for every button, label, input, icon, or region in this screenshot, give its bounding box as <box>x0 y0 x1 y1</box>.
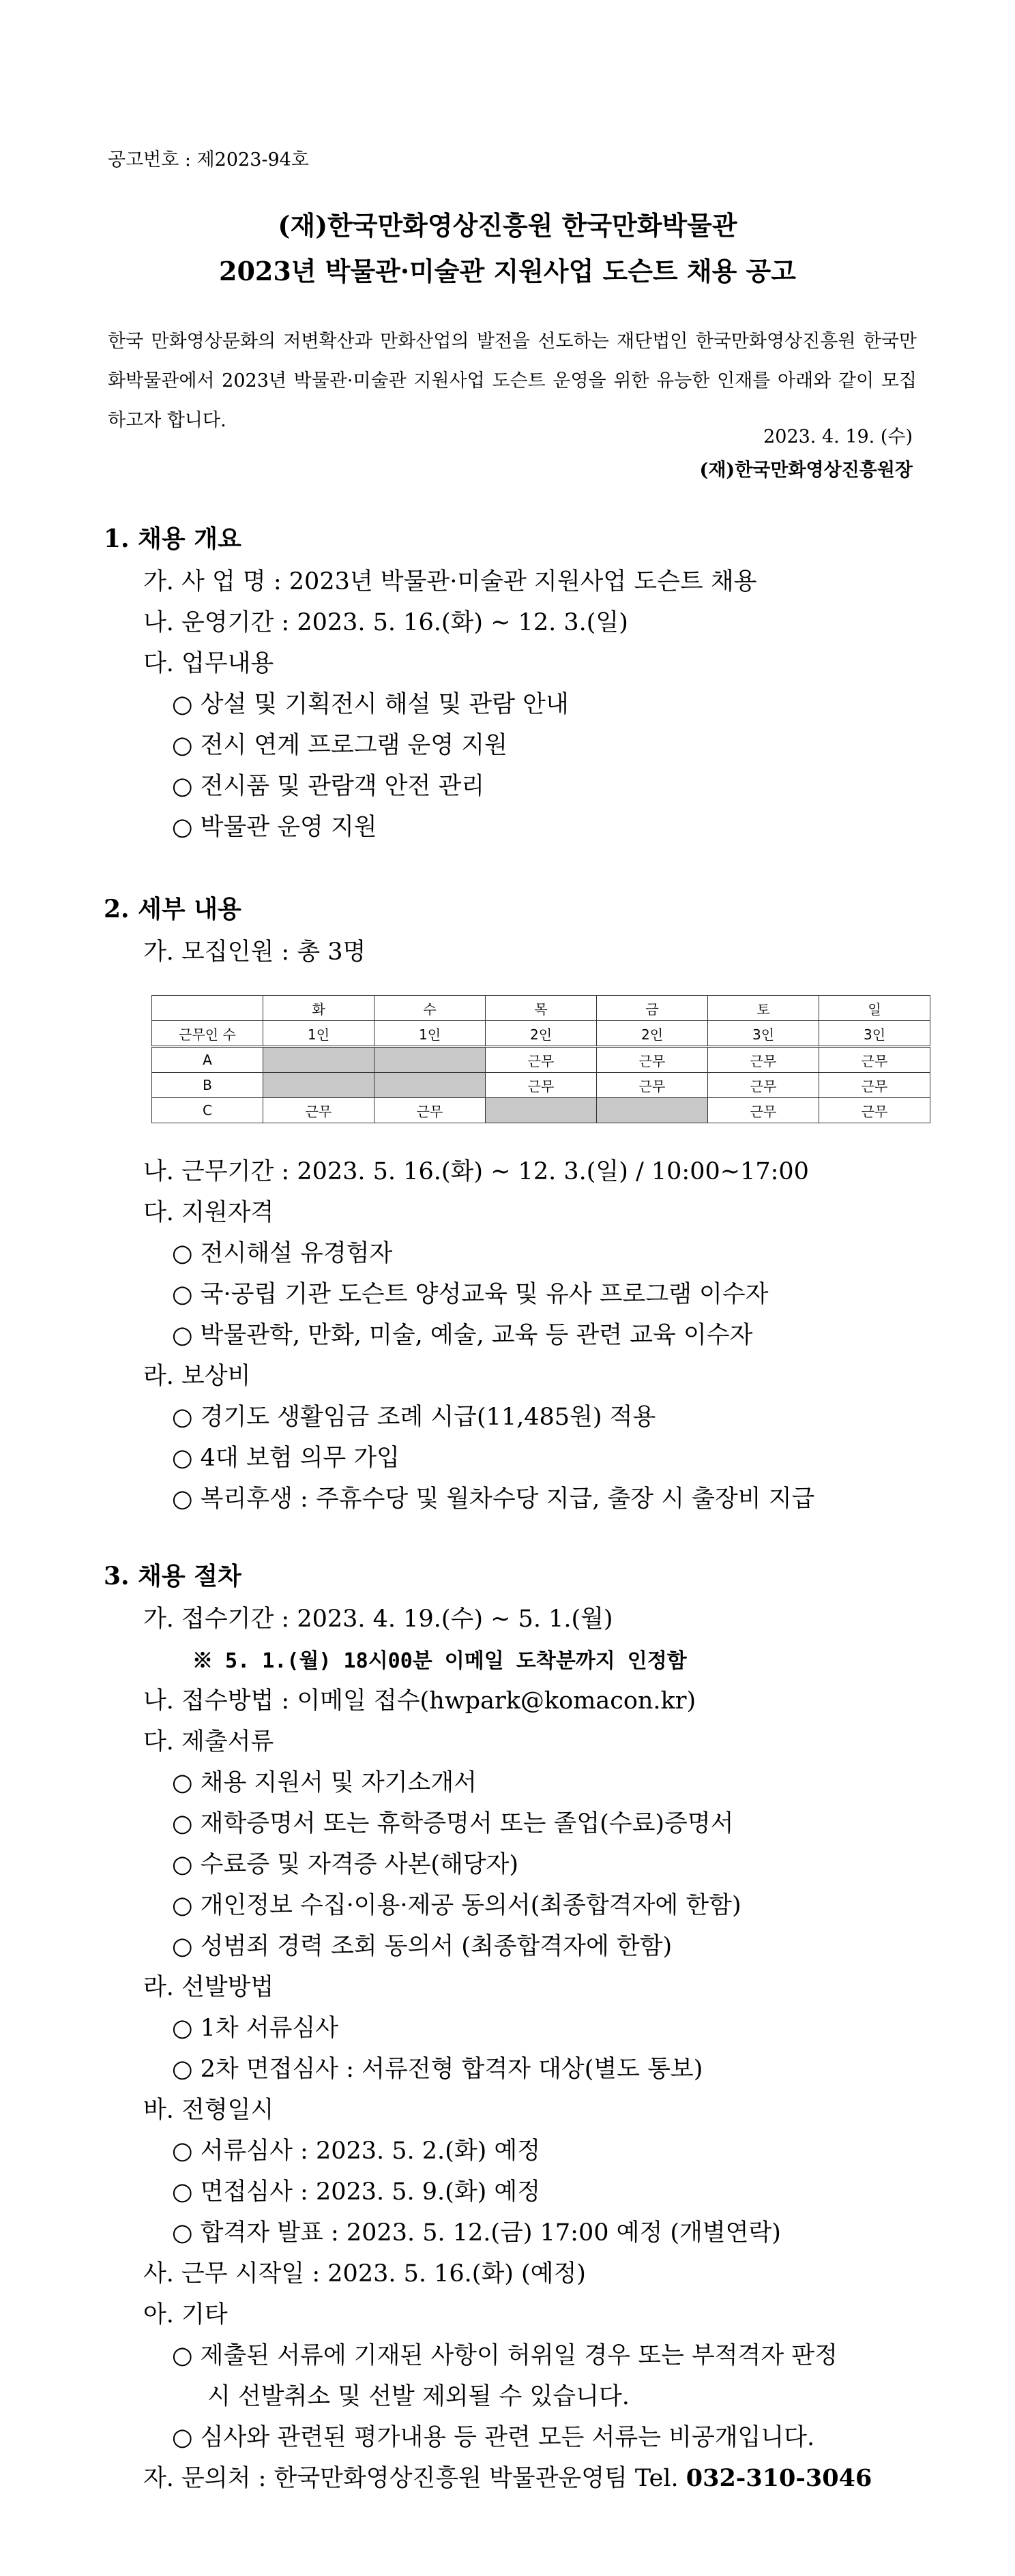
operation-period: 나. 운영기간 : 2023. 5. 16.(화) ~ 12. 3.(일) <box>143 609 628 636</box>
table-cell-off <box>374 1073 486 1098</box>
document-item: ○ 채용 지원서 및 자기소개서 <box>172 1769 477 1796</box>
qualification-label: 다. 지원자격 <box>143 1199 274 1226</box>
table-cell: 근무 <box>486 1073 597 1098</box>
document-item: ○ 재학증명서 또는 휴학증명서 또는 졸업(수료)증명서 <box>172 1810 734 1837</box>
recruit-count: 가. 모집인원 : 총 3명 <box>143 938 366 966</box>
etc-item: ○ 제출된 서류에 기재된 사항이 허위일 경우 또는 부적격자 판정 <box>172 2342 838 2369</box>
section-3-heading: 3. 채용 절차 <box>104 1562 241 1590</box>
table-cell: 근무 <box>708 1098 819 1123</box>
table-cell: 근무 <box>819 1047 930 1073</box>
table-cell: 근무 <box>263 1098 374 1123</box>
etc-item-continued: 시 선발취소 및 선발 제외될 수 있습니다. <box>207 2383 630 2410</box>
table-cell: 수 <box>374 996 486 1021</box>
section-2-heading: 2. 세부 내용 <box>104 895 241 923</box>
table-cell: 근무 <box>374 1098 486 1123</box>
table-cell: 1인 <box>263 1021 374 1047</box>
table-cell-off <box>374 1047 486 1073</box>
table-cell: 2인 <box>597 1021 708 1047</box>
pay-item: ○ 4대 보험 의무 가입 <box>172 1445 400 1472</box>
table-count-row <box>152 1021 930 1047</box>
table-row <box>152 1098 930 1123</box>
contact-label: 자. 문의처 : 한국만화영상진흥원 박물관운영팀 Tel. <box>143 2465 686 2492</box>
title-line-1: (재)한국만화영상진흥원 한국만화박물관 <box>278 210 737 241</box>
receipt-method: 나. 접수방법 : 이메일 접수(hwpark@komacon.kr) <box>143 1687 696 1715</box>
contact-line <box>143 2459 872 2493</box>
work-schedule-table <box>151 995 930 1123</box>
selection-item: ○ 1차 서류심사 <box>172 2015 339 2042</box>
selection-item: ○ 2차 면접심사 : 서류전형 합격자 대상(별도 통보) <box>172 2056 703 2083</box>
pay-item: ○ 복리후생 : 주휴수당 및 월차수당 지급, 출장 시 출장비 지급 <box>172 1485 815 1513</box>
table-cell: 2인 <box>486 1021 597 1047</box>
table-cell: 근무인 수 <box>152 1021 263 1047</box>
table-cell-off <box>263 1047 374 1073</box>
etc-item: ○ 심사와 관련된 평가내용 등 관련 모든 서류는 비공개입니다. <box>172 2424 815 2451</box>
table-cell: 토 <box>708 996 819 1021</box>
section-1-heading: 1. 채용 개요 <box>104 524 241 553</box>
table-cell-off <box>597 1098 708 1123</box>
schedule-item: ○ 서류심사 : 2023. 5. 2.(화) 예정 <box>172 2137 541 2165</box>
document-item: ○ 수료증 및 자격증 사본(해당자) <box>172 1851 519 1878</box>
notice-number: 공고번호 : 제2023-94호 <box>108 149 309 171</box>
duty-item: ○ 상설 및 기획전시 해설 및 관람 안내 <box>172 691 569 718</box>
document-item: ○ 개인정보 수집·이용·제공 동의서(최종합격자에 한함) <box>172 1892 741 1919</box>
contact-phone: 032-310-3046 <box>686 2464 872 2492</box>
table-header-row <box>152 996 930 1021</box>
table-cell: 목 <box>486 996 597 1021</box>
receipt-note: ※ 5. 1.(월) 18시00분 이메일 도착분까지 인정함 <box>192 1649 687 1673</box>
table-cell: A <box>152 1047 263 1073</box>
selection-label: 라. 선발방법 <box>143 1974 274 2001</box>
schedule-label: 바. 전형일시 <box>143 2097 274 2124</box>
table-cell: 금 <box>597 996 708 1021</box>
table-cell: B <box>152 1073 263 1098</box>
table-cell: 근무 <box>708 1073 819 1098</box>
table-cell: 3인 <box>708 1021 819 1047</box>
duty-item: ○ 박물관 운영 지원 <box>172 814 377 841</box>
table-cell: 일 <box>819 996 930 1021</box>
table-row <box>152 1073 930 1098</box>
documents-label: 다. 제출서류 <box>143 1728 274 1756</box>
pay-item: ○ 경기도 생활임금 조례 시급(11,485원) 적용 <box>172 1404 656 1431</box>
qualification-item: ○ 전시해설 유경험자 <box>172 1240 393 1267</box>
table-cell <box>152 996 263 1021</box>
table-row <box>152 1047 930 1073</box>
etc-label: 아. 기타 <box>143 2301 228 2328</box>
qualification-item: ○ 국·공립 기관 도슨트 양성교육 및 유사 프로그램 이수자 <box>172 1281 769 1308</box>
schedule-item: ○ 합격자 발표 : 2023. 5. 12.(금) 17:00 예정 (개별연락) <box>172 2219 781 2247</box>
intro-paragraph: 한국 만화영상문화의 저변확산과 만화산업의 발전을 선도하는 재단법인 한국만화영상진흥원 한국만화박물관에서 2023년 박물관·미술관 지원사업 도슨트 운영을 위한 유능한 인재를 아래와 같이 모집하고자 합니다. <box>108 331 917 431</box>
pay-label: 라. 보상비 <box>143 1363 251 1390</box>
title-line-2: 2023년 박물관·미술관 지원사업 도슨트 채용 공고 <box>219 256 796 286</box>
schedule-item: ○ 면접심사 : 2023. 5. 9.(화) 예정 <box>172 2178 541 2206</box>
table-cell: 3인 <box>819 1021 930 1047</box>
duties-label: 다. 업무내용 <box>143 650 274 677</box>
document-item: ○ 성범죄 경력 조회 동의서 (최종합격자에 한함) <box>172 1933 673 1960</box>
duty-item: ○ 전시품 및 관람객 안전 관리 <box>172 773 485 800</box>
table-cell: 근무 <box>486 1047 597 1073</box>
issuer: (재)한국만화영상진흥원장 <box>699 460 913 481</box>
qualification-item: ○ 박물관학, 만화, 미술, 예술, 교육 등 관련 교육 이수자 <box>172 1322 753 1349</box>
work-start-date: 사. 근무 시작일 : 2023. 5. 16.(화) (예정) <box>143 2260 586 2288</box>
receipt-period: 가. 접수기간 : 2023. 4. 19.(수) ~ 5. 1.(월) <box>143 1605 613 1633</box>
table-cell: 1인 <box>374 1021 486 1047</box>
table-cell: 근무 <box>819 1098 930 1123</box>
business-name: 가. 사 업 명 : 2023년 박물관·미술관 지원사업 도슨트 채용 <box>143 568 757 595</box>
work-period: 나. 근무기간 : 2023. 5. 16.(화) ~ 12. 3.(일) / 10:00~17:00 <box>143 1158 809 1185</box>
table-cell: C <box>152 1098 263 1123</box>
table-cell: 근무 <box>597 1047 708 1073</box>
table-cell-off <box>263 1073 374 1098</box>
table-cell: 화 <box>263 996 374 1021</box>
table-cell: 근무 <box>597 1073 708 1098</box>
notice-date: 2023. 4. 19. (수) <box>763 426 913 447</box>
table-cell: 근무 <box>708 1047 819 1073</box>
table-cell: 근무 <box>819 1073 930 1098</box>
table-cell-off <box>486 1098 597 1123</box>
duty-item: ○ 전시 연계 프로그램 운영 지원 <box>172 732 508 759</box>
